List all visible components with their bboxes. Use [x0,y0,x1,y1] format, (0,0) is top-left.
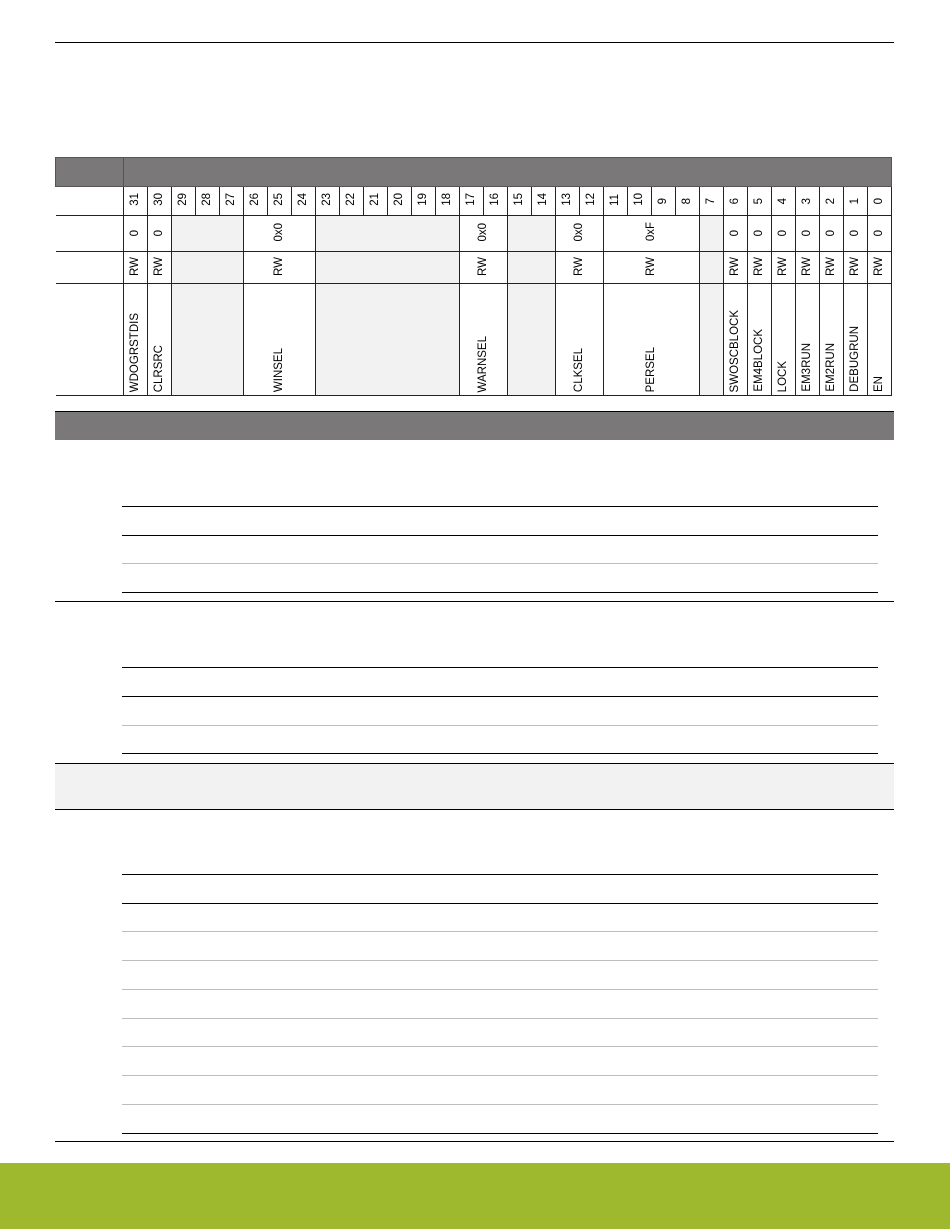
bit-23: 23 [316,187,340,216]
bit-27: 27 [220,187,244,216]
bit-24: 24 [292,187,316,216]
name-persel: PERSEL [604,284,700,396]
bit-15: 15 [508,187,532,216]
page-footer-band [0,1163,950,1229]
table-bottom-rule [55,1141,894,1142]
reserved-cell [316,216,460,252]
reset-value-row [56,216,892,252]
bit-22: 22 [340,187,364,216]
subtable-rule [122,725,878,726]
subtable-rule [122,506,878,507]
bit-6: 6 [724,187,748,216]
reset-lock: 0 [772,216,796,252]
access-lock: RW [772,252,796,284]
bit-29: 29 [172,187,196,216]
bit-2: 2 [820,187,844,216]
access-persel: RW [604,252,700,284]
bit-9: 9 [652,187,676,216]
bit-17: 17 [460,187,484,216]
access-swoscblock: RW [724,252,748,284]
reset-em3run: 0 [796,216,820,252]
reset-clksel: 0x0 [556,216,604,252]
row-divider [55,601,894,602]
subtable-rule [122,1075,878,1076]
band-top-rule [55,411,894,412]
reserved-cell [316,284,460,396]
reserved-cell [316,252,460,284]
bit-26: 26 [244,187,268,216]
reset-swoscblock: 0 [724,216,748,252]
bit-14: 14 [532,187,556,216]
table-header-row [56,158,892,187]
reserved-cell [172,216,244,252]
bit-30: 30 [148,187,172,216]
access-row-label [56,252,124,284]
bit-3: 3 [796,187,820,216]
reserved-row [55,763,894,810]
name-lock: LOCK [772,284,796,396]
access-em3run: RW [796,252,820,284]
access-row [56,252,892,284]
subtable-rule [122,931,878,932]
bit-19: 19 [412,187,436,216]
subtable-rule [122,696,878,697]
register-bitfield-table [55,157,892,396]
subtable-rule [122,667,878,668]
bit-11: 11 [604,187,628,216]
reserved-cell [700,216,724,252]
subtable-rule [122,535,878,536]
subtable-rule [122,592,878,593]
subtable-rule [122,874,878,875]
reserved-cell [508,216,556,252]
subtable-rule [122,989,878,990]
access-clrsrc: RW [148,252,172,284]
subtable-rule [122,1046,878,1047]
access-debugrun: RW [844,252,868,284]
bit-16: 16 [484,187,508,216]
name-warnsel: WARNSEL [460,284,508,396]
bit-21: 21 [364,187,388,216]
subtable-rule [122,1133,878,1134]
reset-em4block: 0 [748,216,772,252]
name-em3run: EM3RUN [796,284,820,396]
reset-persel: 0xF [604,216,700,252]
header-cell-left [56,158,124,187]
name-wdogrstdis: WDOGRSTDIS [124,284,148,396]
bit-8: 8 [676,187,700,216]
bit-12: 12 [580,187,604,216]
header-cell-right [124,158,892,187]
description-table-header [55,412,894,440]
name-swoscblock: SWOSCBLOCK [724,284,748,396]
name-em2run: EM2RUN [820,284,844,396]
bit-7: 7 [700,187,724,216]
bit-18: 18 [436,187,460,216]
reset-winsel: 0x0 [244,216,316,252]
access-winsel: RW [244,252,316,284]
bit-row-label [56,187,124,216]
name-clksel: CLKSEL [556,284,604,396]
reserved-cell [508,284,556,396]
subtable-rule [122,563,878,564]
reserved-cell [172,252,244,284]
name-clrsrc: CLRSRC [148,284,172,396]
bit-0: 0 [868,187,892,216]
bit-5: 5 [748,187,772,216]
subtable-rule [122,1018,878,1019]
access-wdogrstdis: RW [124,252,148,284]
reset-clrsrc: 0 [148,216,172,252]
subtable-rule [122,1104,878,1105]
name-en: EN [868,284,892,396]
bit-31: 31 [124,187,148,216]
reset-wdogrstdis: 0 [124,216,148,252]
access-en: RW [868,252,892,284]
bit-13: 13 [556,187,580,216]
reserved-cell [700,284,724,396]
access-em2run: RW [820,252,844,284]
subtable-rule [122,960,878,961]
bit-1: 1 [844,187,868,216]
subtable-rule [122,903,878,904]
access-clksel: RW [556,252,604,284]
access-warnsel: RW [460,252,508,284]
name-debugrun: DEBUGRUN [844,284,868,396]
field-name-row [56,284,892,396]
bit-20: 20 [388,187,412,216]
reset-warnsel: 0x0 [460,216,508,252]
reset-en: 0 [868,216,892,252]
top-rule [55,42,894,43]
subtable-rule [122,753,878,754]
bit-10: 10 [628,187,652,216]
name-em4block: EM4BLOCK [748,284,772,396]
bit-4: 4 [772,187,796,216]
name-winsel: WINSEL [244,284,316,396]
bit-28: 28 [196,187,220,216]
reserved-cell [508,252,556,284]
name-row-label [56,284,124,396]
reset-debugrun: 0 [844,216,868,252]
bit-number-row [56,187,892,216]
access-em4block: RW [748,252,772,284]
reserved-cell [700,252,724,284]
bit-25: 25 [268,187,292,216]
reserved-cell [172,284,244,396]
reset-em2run: 0 [820,216,844,252]
reset-row-label [56,216,124,252]
